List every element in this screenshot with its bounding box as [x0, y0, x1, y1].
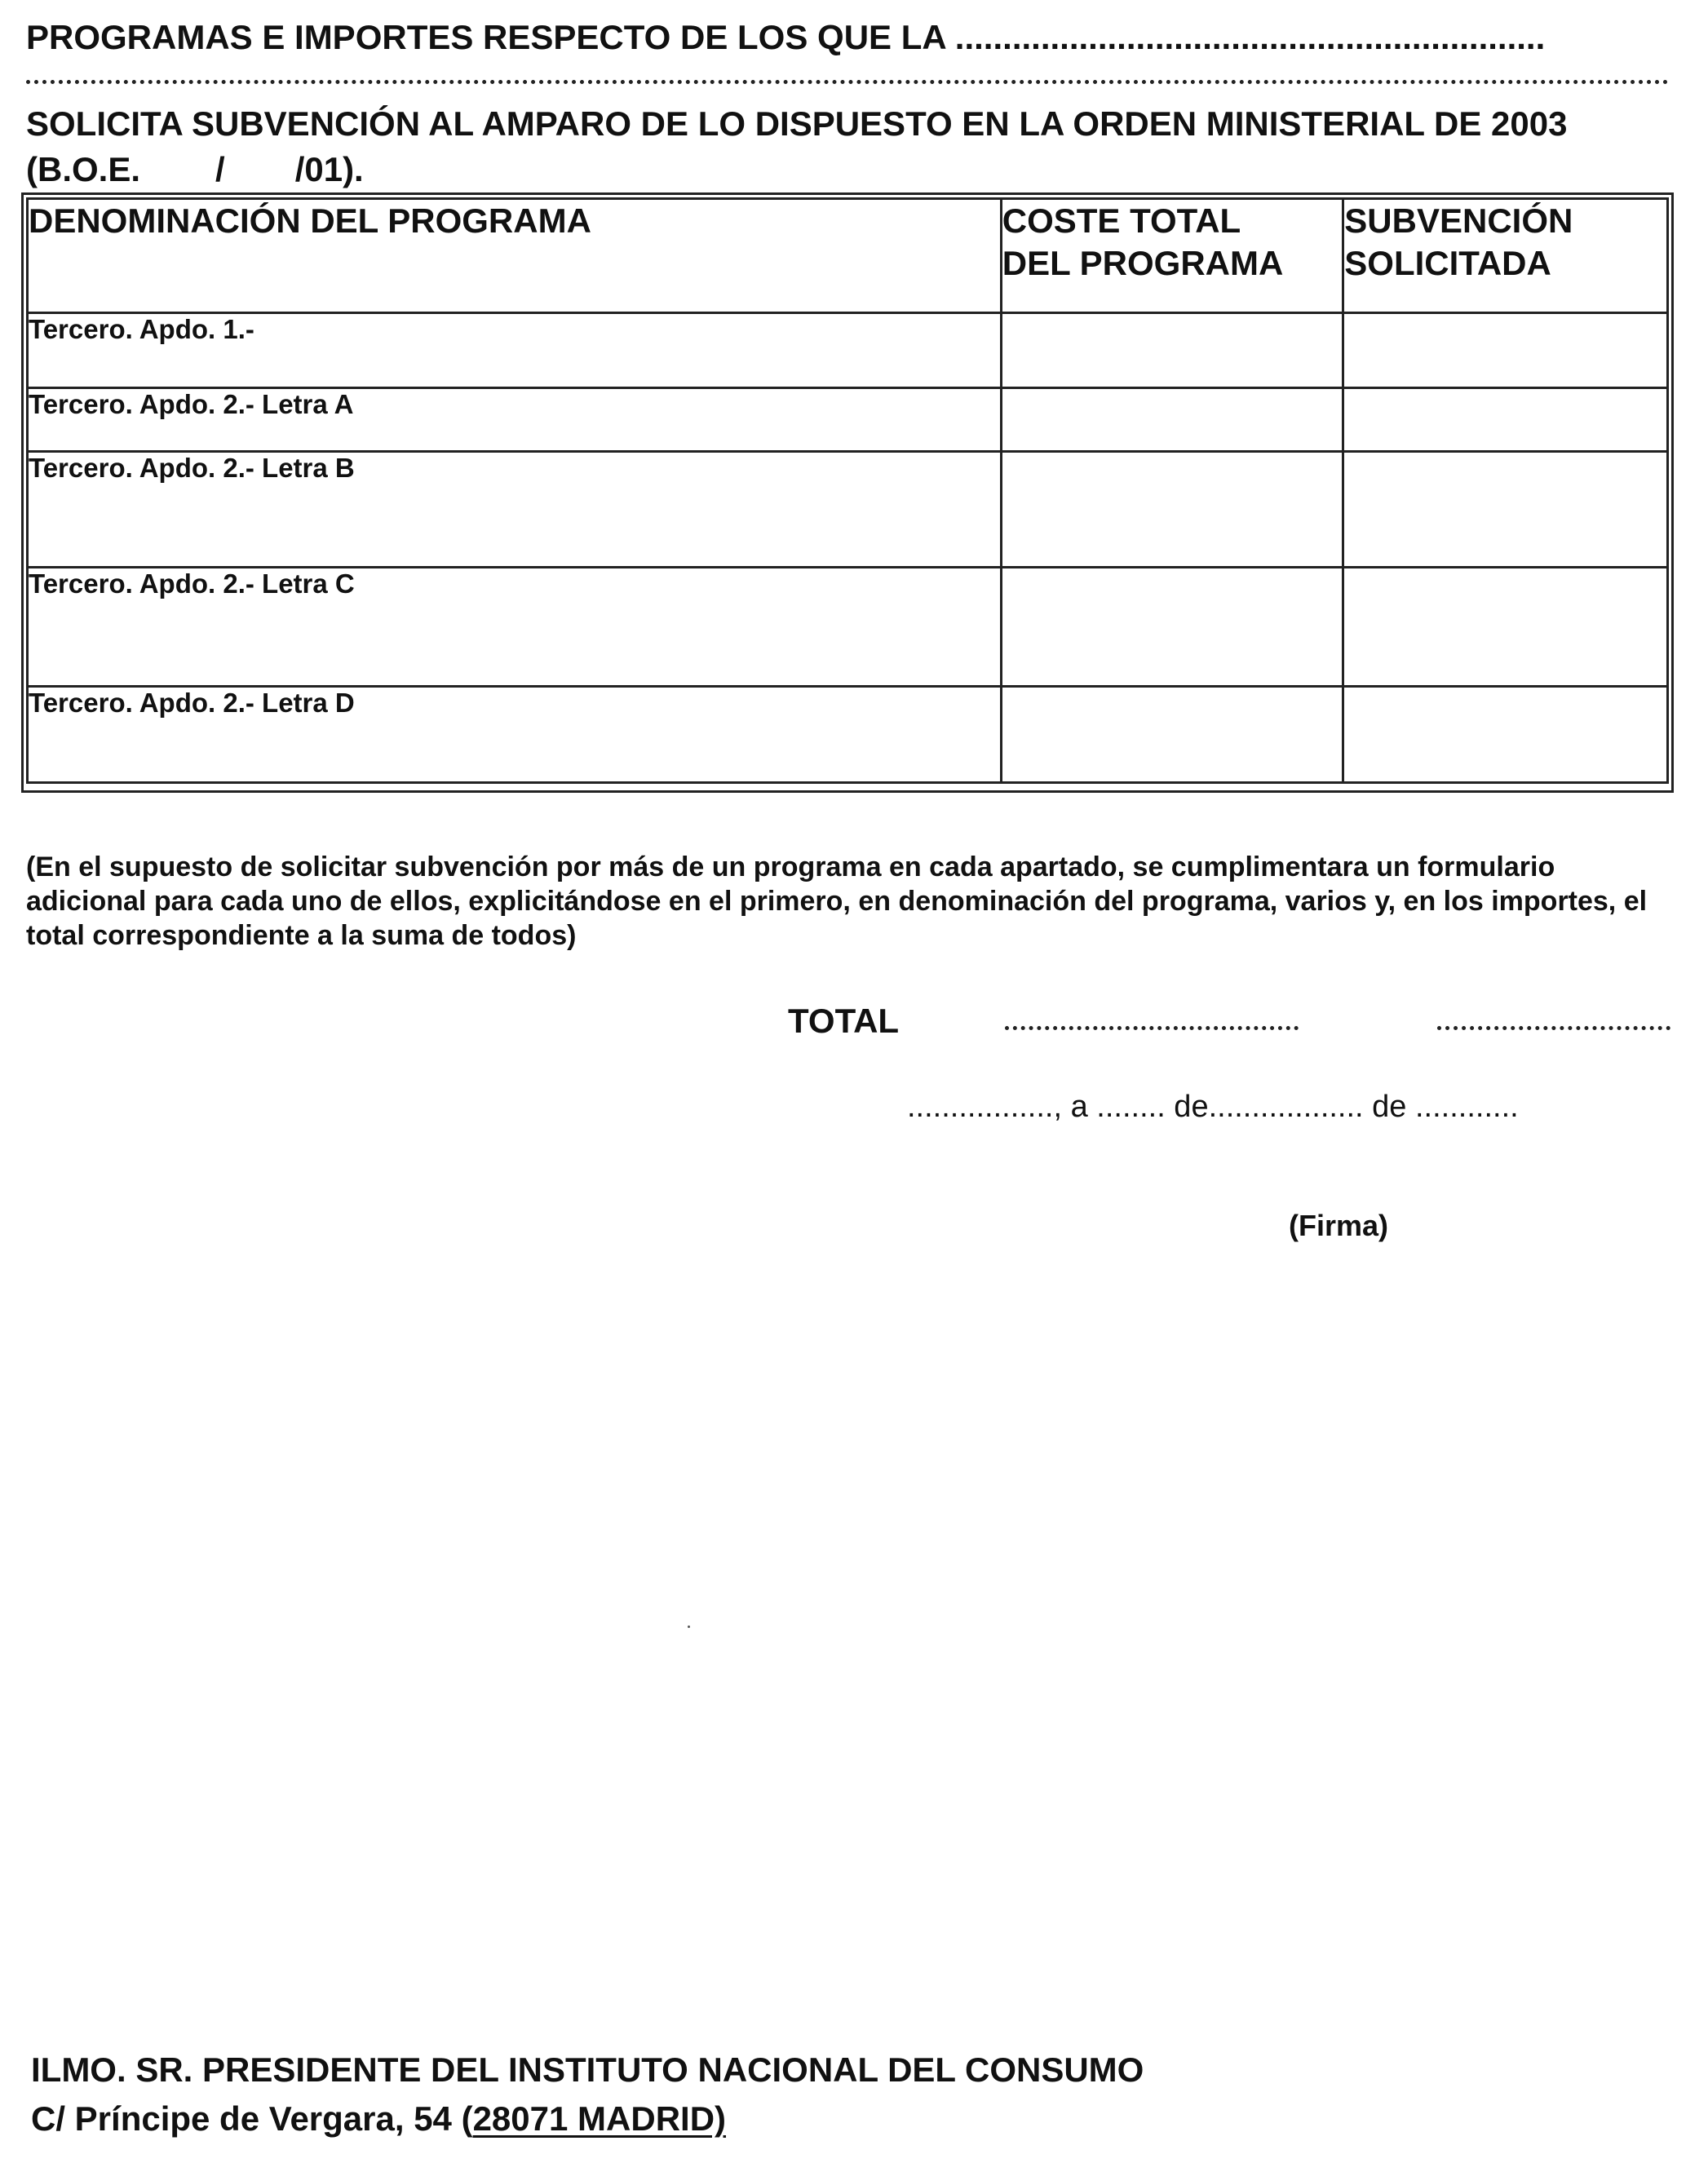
- coste-cell[interactable]: [1001, 388, 1343, 452]
- header-coste-line1: COSTE TOTAL: [1002, 201, 1241, 240]
- signature-label: (Firma): [1289, 1209, 1389, 1242]
- instructions-note: (En el supuesto de solicitar subvención por más de un programa en cada apartado, se cumplimentara un formulario adicional para cada uno de ellos, explicitándose en el primero, en denominación del programa, varios y, en los importes, el total correspondiente a la suma de todos): [26, 851, 1648, 951]
- table-row: [28, 313, 1668, 388]
- table-row: [28, 568, 1668, 687]
- header-subvencion-line2: SOLICITADA: [1344, 244, 1551, 282]
- total-subvencion-field[interactable]: [1437, 1026, 1670, 1030]
- table-row: [28, 687, 1668, 783]
- coste-cell[interactable]: [1001, 313, 1343, 388]
- table-row: [28, 452, 1668, 568]
- table-header-row: [28, 199, 1668, 313]
- boe-label: (B.O.E.: [26, 150, 141, 188]
- subvencion-cell[interactable]: [1343, 687, 1668, 783]
- subvencion-cell[interactable]: [1343, 452, 1668, 568]
- row-label: Tercero. Apdo. 2.- Letra D: [28, 687, 1002, 783]
- header-line-1: PROGRAMAS E IMPORTES RESPECTO DE LOS QUE LA ..............................................................: [26, 18, 1546, 56]
- coste-cell[interactable]: [1001, 452, 1343, 568]
- address-line: [31, 2099, 726, 2139]
- date-place-line: ................., a ........ de.................. de ............: [907, 1090, 1519, 1124]
- addressee-line: ILMO. SR. PRESIDENTE DEL INSTITUTO NACIONAL DEL CONSUMO: [31, 2050, 1144, 2089]
- header-coste-total: [1001, 199, 1343, 313]
- boe-year: /01).: [294, 150, 364, 188]
- subvencion-cell[interactable]: [1343, 568, 1668, 687]
- header-line-3: [26, 150, 364, 189]
- header-line-2: SOLICITA SUBVENCIÓN AL AMPARO DE LO DISPUESTO EN LA ORDEN MINISTERIAL DE 2003: [26, 104, 1568, 143]
- postal-city: 28071 MADRID): [472, 2099, 727, 2138]
- header-coste-line2: DEL PROGRAMA: [1002, 244, 1284, 282]
- total-coste-field[interactable]: [1005, 1026, 1299, 1030]
- header-subvencion-line1: SUBVENCIÓN: [1344, 201, 1573, 240]
- row-label: Tercero. Apdo. 2.- Letra B: [28, 452, 1002, 568]
- header-denominacion: DENOMINACIÓN DEL PROGRAMA: [28, 199, 1002, 313]
- programs-table: [26, 197, 1669, 784]
- coste-cell[interactable]: [1001, 568, 1343, 687]
- table-row: [28, 388, 1668, 452]
- header-subvencion: [1343, 199, 1668, 313]
- total-label: TOTAL: [788, 1002, 900, 1040]
- scan-speck: [688, 1626, 690, 1628]
- subvencion-cell[interactable]: [1343, 388, 1668, 452]
- subvencion-cell[interactable]: [1343, 313, 1668, 388]
- dotted-fill-line: [26, 80, 1669, 84]
- row-label: Tercero. Apdo. 2.- Letra A: [28, 388, 1002, 452]
- row-label: Tercero. Apdo. 2.- Letra C: [28, 568, 1002, 687]
- coste-cell[interactable]: [1001, 687, 1343, 783]
- street: C/ Príncipe de Vergara, 54 (: [31, 2099, 473, 2138]
- row-label: Tercero. Apdo. 1.-: [28, 313, 1002, 388]
- boe-slash: /: [215, 150, 225, 188]
